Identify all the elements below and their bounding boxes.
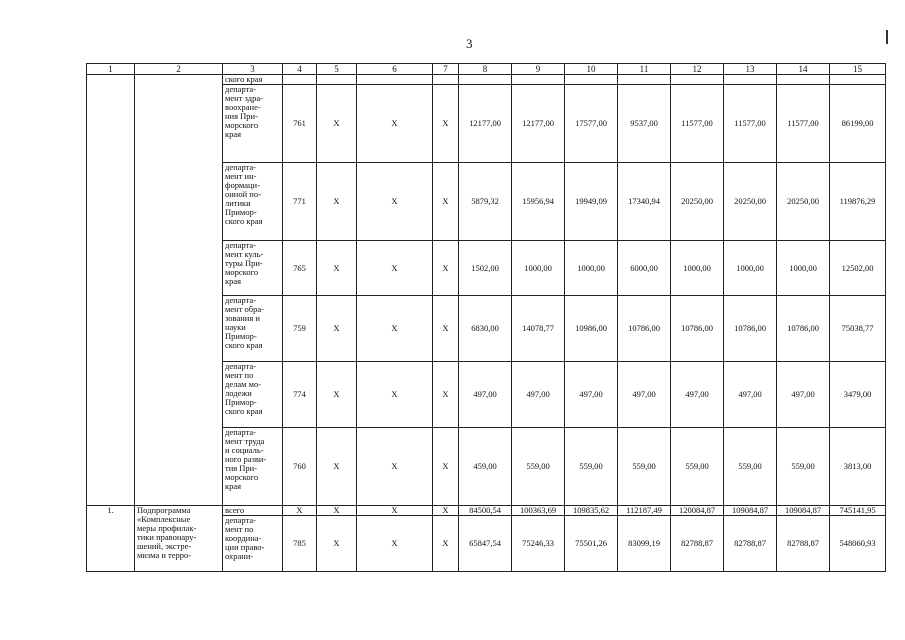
row-value: Х	[433, 296, 459, 362]
row-value: 10786,00	[724, 296, 777, 362]
empty-cell	[87, 75, 135, 506]
row-value: 1000,00	[512, 241, 565, 296]
row-value: 559,00	[671, 428, 724, 506]
row-value: Х	[433, 516, 459, 572]
row-value: 11577,00	[724, 85, 777, 163]
row-value: Х	[357, 163, 433, 241]
row-value: 12502,00	[830, 241, 886, 296]
row-value: Х	[317, 428, 357, 506]
row-value: 109084,87	[777, 506, 830, 516]
column-header: 15	[830, 64, 886, 75]
row-value: 119876,29	[830, 163, 886, 241]
row-value: Х	[433, 428, 459, 506]
empty-cell	[618, 75, 671, 85]
empty-cell	[357, 75, 433, 85]
row-value: 497,00	[565, 362, 618, 428]
column-header: 11	[618, 64, 671, 75]
subprogram-total-row	[87, 506, 886, 516]
row-value: 759	[283, 296, 317, 362]
row-value: 559,00	[618, 428, 671, 506]
row-value: 10786,00	[671, 296, 724, 362]
row-value: 14078,77	[512, 296, 565, 362]
row-value: 765	[283, 241, 317, 296]
row-value: 84500,54	[459, 506, 512, 516]
row-value: 761	[283, 85, 317, 163]
row-value: Х	[357, 506, 433, 516]
row-value: Х	[317, 362, 357, 428]
row-name: департа- мент ин- формаци- онной по- литики Примор- ского края	[223, 163, 283, 241]
empty-cell	[433, 75, 459, 85]
row-value: Х	[433, 241, 459, 296]
column-header: 2	[135, 64, 223, 75]
row-value: 1502,00	[459, 241, 512, 296]
row-name: ского края	[223, 75, 283, 85]
column-header: 9	[512, 64, 565, 75]
row-value: Х	[317, 296, 357, 362]
empty-cell	[459, 75, 512, 85]
column-header: 14	[777, 64, 830, 75]
row-value: 774	[283, 362, 317, 428]
row-value: 497,00	[512, 362, 565, 428]
empty-cell	[512, 75, 565, 85]
row-value: 785	[283, 516, 317, 572]
row-value: 497,00	[724, 362, 777, 428]
row-value: 12177,00	[459, 85, 512, 163]
row-value: 6000,00	[618, 241, 671, 296]
empty-cell	[317, 75, 357, 85]
subprogram-number: 1.	[87, 506, 135, 572]
row-value: 20250,00	[724, 163, 777, 241]
column-header: 4	[283, 64, 317, 75]
row-value: Х	[317, 85, 357, 163]
row-name: департа- мент труда и социаль- ного разви- тия При- морского края	[223, 428, 283, 506]
row-value: 109084,87	[724, 506, 777, 516]
row-value: 109835,62	[565, 506, 618, 516]
page-number: 3	[466, 36, 473, 51]
row-name: департа- мент куль- туры При- морского края	[223, 241, 283, 296]
column-header: 13	[724, 64, 777, 75]
row-value: 497,00	[618, 362, 671, 428]
row-value: 559,00	[565, 428, 618, 506]
row-value: 17340,94	[618, 163, 671, 241]
row-value: Х	[357, 362, 433, 428]
column-header: 7	[433, 64, 459, 75]
row-value: Х	[357, 296, 433, 362]
row-value: 83099,19	[618, 516, 671, 572]
row-value: 11577,00	[671, 85, 724, 163]
row-value: Х	[433, 362, 459, 428]
empty-cell	[724, 75, 777, 85]
row-value: 771	[283, 163, 317, 241]
row-value: 10786,00	[777, 296, 830, 362]
row-value: 497,00	[671, 362, 724, 428]
row-value: 75246,33	[512, 516, 565, 572]
row-value: 9537,00	[618, 85, 671, 163]
row-value: 65847,54	[459, 516, 512, 572]
row-value: 745141,95	[830, 506, 886, 516]
row-value: Х	[357, 428, 433, 506]
row-value: 120084,87	[671, 506, 724, 516]
scan-edge-mark	[886, 30, 888, 44]
row-value: 75501,26	[565, 516, 618, 572]
row-value: 17577,00	[565, 85, 618, 163]
row-value: 1000,00	[777, 241, 830, 296]
row-name: департа- мент обра- зования и науки Примор- ского края	[223, 296, 283, 362]
row-value: 559,00	[777, 428, 830, 506]
row-value: Х	[317, 241, 357, 296]
row-value: Х	[357, 85, 433, 163]
row-name: всего	[223, 506, 283, 516]
row-value: 82788,87	[671, 516, 724, 572]
row-value: 3479,00	[830, 362, 886, 428]
row-value: Х	[317, 506, 357, 516]
row-value: 11577,00	[777, 85, 830, 163]
empty-cell	[671, 75, 724, 85]
row-value: 497,00	[459, 362, 512, 428]
row-value: Х	[433, 85, 459, 163]
row-value: 497,00	[777, 362, 830, 428]
row-value: Х	[317, 163, 357, 241]
row-value: Х	[317, 516, 357, 572]
row-value: Х	[433, 506, 459, 516]
row-value: 1000,00	[724, 241, 777, 296]
column-header: 12	[671, 64, 724, 75]
column-header: 5	[317, 64, 357, 75]
row-value: 12177,00	[512, 85, 565, 163]
row-value: 82788,87	[777, 516, 830, 572]
row-name: департа- мент по координа- ции право- охрани-	[223, 516, 283, 572]
row-value: 1000,00	[671, 241, 724, 296]
header-row	[87, 64, 886, 75]
empty-cell	[283, 75, 317, 85]
row-value: 20250,00	[671, 163, 724, 241]
empty-cell	[777, 75, 830, 85]
row-value: Х	[357, 516, 433, 572]
row-value: 112187,49	[618, 506, 671, 516]
row-value: Х	[283, 506, 317, 516]
row-value: 82788,87	[724, 516, 777, 572]
row-value: Х	[357, 241, 433, 296]
empty-cell	[565, 75, 618, 85]
column-header: 3	[223, 64, 283, 75]
row-value: Х	[433, 163, 459, 241]
row-value: 548060,93	[830, 516, 886, 572]
row-value: 459,00	[459, 428, 512, 506]
row-value: 10986,00	[565, 296, 618, 362]
row-value: 100363,69	[512, 506, 565, 516]
row-value: 86199,00	[830, 85, 886, 163]
row-value: 760	[283, 428, 317, 506]
row-value: 3813,00	[830, 428, 886, 506]
column-header: 8	[459, 64, 512, 75]
row-value: 559,00	[512, 428, 565, 506]
continuation-row	[87, 75, 886, 85]
row-value: 19949,09	[565, 163, 618, 241]
column-header: 1	[87, 64, 135, 75]
row-name: департа- мент по делам мо- лодежи Примор- ского края	[223, 362, 283, 428]
row-value: 5879,32	[459, 163, 512, 241]
row-name: департа- мент здра- воохране- ния При- морского края	[223, 85, 283, 163]
row-value: 6830,00	[459, 296, 512, 362]
subprogram-title: Подпрограмма «Комплексные меры профилак- тики правонару- шений, экстре- мизма и терро-	[135, 506, 223, 572]
column-header: 6	[357, 64, 433, 75]
empty-cell	[135, 75, 223, 506]
row-value: 75038,77	[830, 296, 886, 362]
row-value: 20250,00	[777, 163, 830, 241]
row-value: 15956,94	[512, 163, 565, 241]
row-value: 10786,00	[618, 296, 671, 362]
row-value: 1000,00	[565, 241, 618, 296]
empty-cell	[830, 75, 886, 85]
budget-table	[86, 63, 886, 572]
row-value: 559,00	[724, 428, 777, 506]
column-header: 10	[565, 64, 618, 75]
